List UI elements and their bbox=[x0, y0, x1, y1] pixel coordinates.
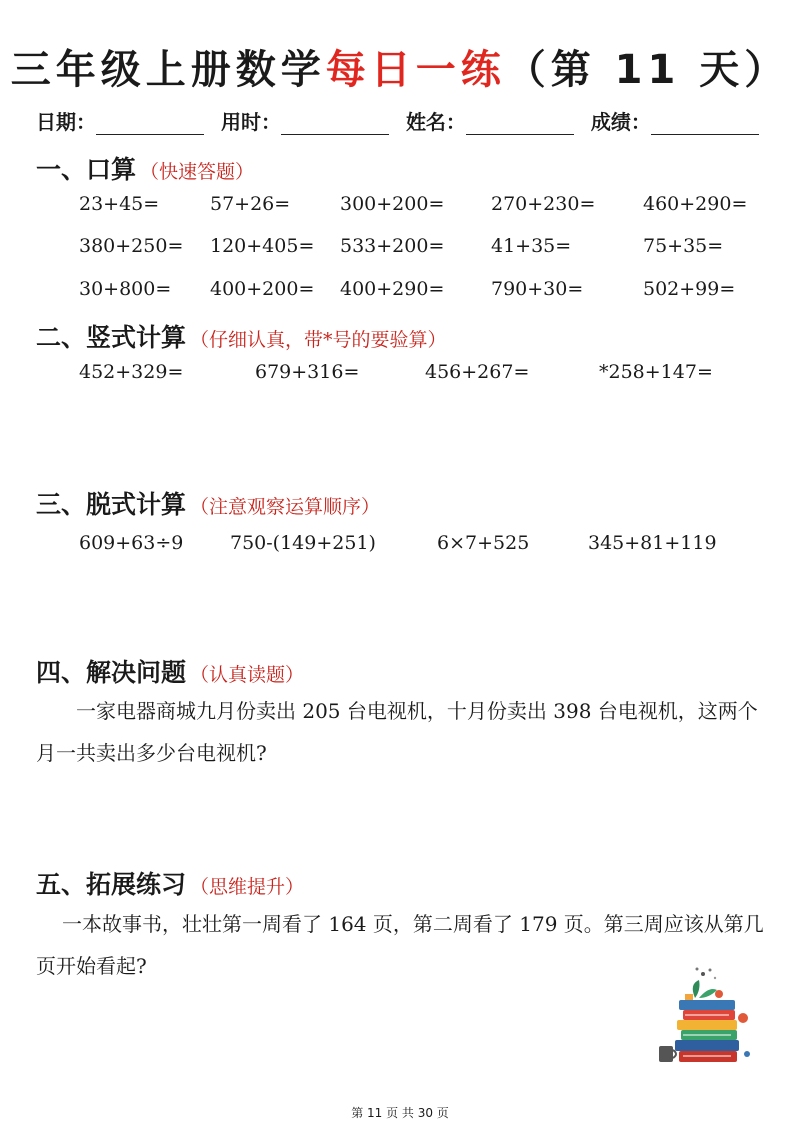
name-line[interactable] bbox=[466, 116, 574, 135]
vertical-item: *258+147= bbox=[599, 361, 713, 383]
oral-item: 270+230= bbox=[491, 193, 596, 215]
name-field[interactable] bbox=[406, 106, 574, 135]
step-item: 609+63÷9 bbox=[79, 532, 184, 554]
title-highlight: 每日一练 bbox=[325, 47, 506, 93]
problem-4-text bbox=[36, 690, 766, 774]
oral-item: 57+26= bbox=[210, 193, 291, 215]
section-4-hint: （认真读题） bbox=[190, 664, 305, 686]
info-bar bbox=[36, 106, 776, 135]
oral-item: 30+800= bbox=[79, 278, 172, 300]
name-label: 姓名： bbox=[405, 110, 466, 134]
section-1-heading bbox=[36, 150, 254, 186]
vertical-item: 679+316= bbox=[255, 361, 360, 383]
oral-item: 75+35= bbox=[643, 235, 724, 257]
date-line[interactable] bbox=[96, 116, 204, 135]
section-3-title: 三、脱式计算 bbox=[36, 490, 187, 519]
oral-item: 400+290= bbox=[340, 278, 445, 300]
title-day: （第 11 天） bbox=[505, 47, 790, 93]
oral-item: 41+35= bbox=[491, 235, 572, 257]
time-field[interactable] bbox=[221, 106, 389, 135]
section-5-title: 五、拓展练习 bbox=[36, 870, 187, 899]
mug-icon bbox=[659, 1046, 676, 1062]
oral-item: 380+250= bbox=[79, 235, 184, 257]
oral-item: 460+290= bbox=[643, 193, 748, 215]
vertical-item: 456+267= bbox=[425, 361, 530, 383]
oral-item: 533+200= bbox=[340, 235, 445, 257]
vertical-item: 452+329= bbox=[79, 361, 184, 383]
book-stack-illustration bbox=[655, 966, 755, 1076]
section-1-hint: （快速答题） bbox=[140, 161, 255, 183]
time-label: 用时： bbox=[220, 110, 281, 134]
date-label: 日期： bbox=[36, 110, 96, 134]
step-item: 750-(149+251) bbox=[230, 532, 376, 554]
ornament-icon bbox=[738, 1013, 750, 1057]
sparkle-icon bbox=[696, 968, 717, 980]
score-line[interactable] bbox=[651, 116, 759, 135]
problem-5-body: 一本故事书，壮壮第一周看了 164 页，第二周看了 179 页。第三周应该从第几页开始看起? bbox=[36, 912, 764, 978]
section-4-title: 四、解决问题 bbox=[36, 658, 187, 687]
oral-item: 400+200= bbox=[210, 278, 315, 300]
oral-item: 790+30= bbox=[491, 278, 584, 300]
oral-item: 502+99= bbox=[643, 278, 736, 300]
step-item: 6×7+525 bbox=[437, 532, 530, 554]
oral-item: 120+405= bbox=[210, 235, 315, 257]
problem-4-body: 一家电器商城九月份卖出 205 台电视机，十月份卖出 398 台电视机，这两个月一共卖出多少台电视机? bbox=[36, 699, 758, 765]
section-5-heading bbox=[36, 865, 304, 901]
plant-icon bbox=[685, 980, 723, 1000]
time-line[interactable] bbox=[281, 116, 389, 135]
date-field[interactable] bbox=[36, 106, 204, 135]
score-field[interactable] bbox=[591, 106, 759, 135]
section-3-heading bbox=[36, 485, 380, 521]
section-4-heading bbox=[36, 653, 304, 689]
books-icon bbox=[675, 1000, 739, 1062]
title-main: 三年级上册数学 bbox=[10, 47, 326, 93]
section-3-hint: （注意观察运算顺序） bbox=[190, 496, 381, 518]
section-2-heading bbox=[36, 318, 447, 354]
oral-item: 300+200= bbox=[340, 193, 445, 215]
section-5-hint: （思维提升） bbox=[190, 876, 305, 898]
section-2-hint: （仔细认真，带*号的要验算） bbox=[190, 329, 447, 351]
score-label: 成绩： bbox=[590, 110, 651, 134]
step-item: 345+81+119 bbox=[588, 532, 717, 554]
section-2-title: 二、竖式计算 bbox=[36, 323, 187, 352]
oral-item: 23+45= bbox=[79, 193, 160, 215]
page-footer: 第 11 页 共 30 页 bbox=[351, 1106, 449, 1120]
section-1-title: 一、口算 bbox=[36, 155, 137, 184]
worksheet-title bbox=[0, 38, 800, 95]
